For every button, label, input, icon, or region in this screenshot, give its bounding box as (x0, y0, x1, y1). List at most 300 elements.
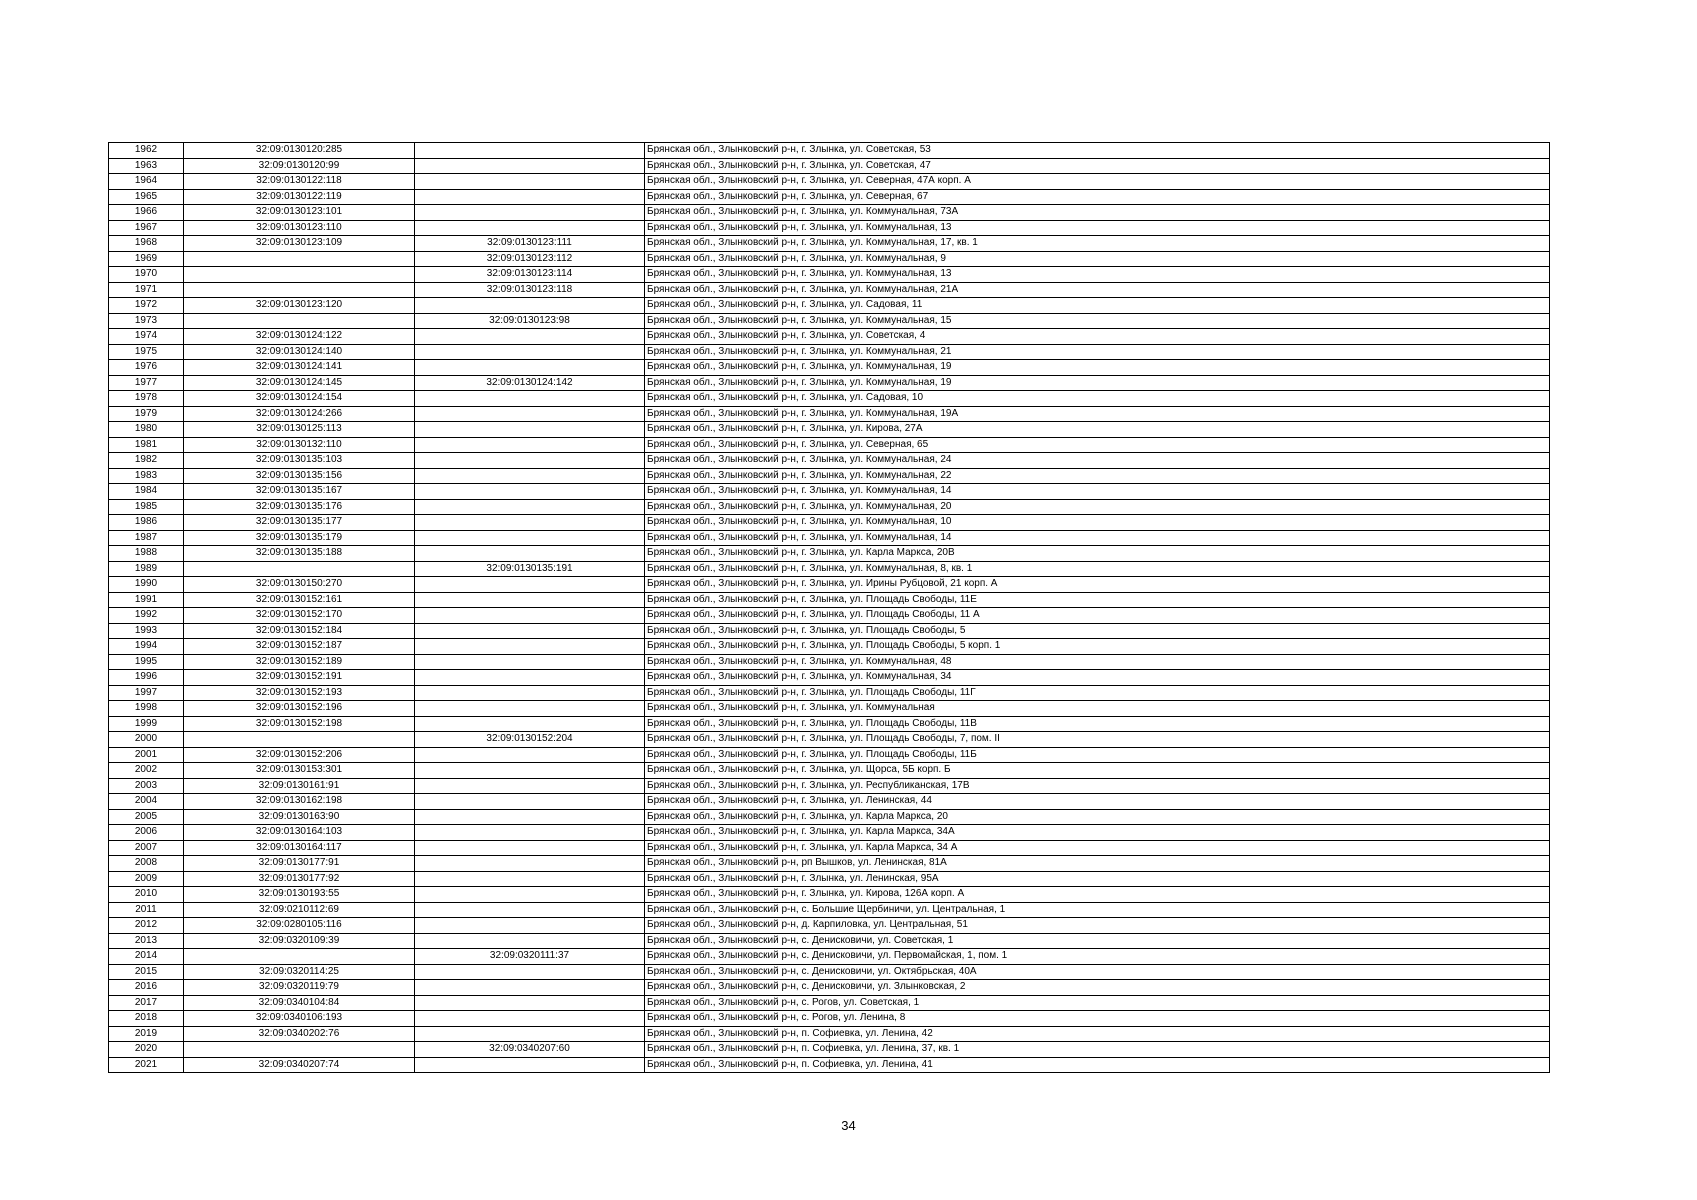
address-cell: Брянская обл., Злынковский р-н, с. Денисковичи, ул. Первомайская, 1, пом. 1 (645, 949, 1550, 965)
row-number-cell: 1963 (109, 158, 184, 174)
address-cell: Брянская обл., Злынковский р-н, г. Злынка, ул. Северная, 67 (645, 189, 1550, 205)
table-row (109, 143, 1550, 159)
row-number-cell: 1978 (109, 391, 184, 407)
address-cell: Брянская обл., Злынковский р-н, г. Злынка, ул. Коммунальная, 13 (645, 220, 1550, 236)
land-cadastral-number-cell: 32:09:0130124:266 (184, 406, 415, 422)
land-cadastral-number-cell: 32:09:0340106:193 (184, 1011, 415, 1027)
object-cadastral-number-cell (415, 654, 645, 670)
address-cell: Брянская обл., Злынковский р-н, г. Злынка, ул. Коммунальная, 48 (645, 654, 1550, 670)
row-number-cell: 2016 (109, 980, 184, 996)
table-row (109, 375, 1550, 391)
land-cadastral-number-cell: 32:09:0130152:193 (184, 685, 415, 701)
address-cell: Брянская обл., Злынковский р-н, с. Большие Щербиничи, ул. Центральная, 1 (645, 902, 1550, 918)
land-cadastral-number-cell: 32:09:0340104:84 (184, 995, 415, 1011)
land-cadastral-number-cell: 32:09:0130135:188 (184, 546, 415, 562)
row-number-cell: 1984 (109, 484, 184, 500)
land-cadastral-number-cell: 32:09:0130152:184 (184, 623, 415, 639)
address-cell: Брянская обл., Злынковский р-н, г. Злынка, ул. Карла Маркса, 20 (645, 809, 1550, 825)
object-cadastral-number-cell (415, 778, 645, 794)
table-row (109, 205, 1550, 221)
object-cadastral-number-cell: 32:09:0130123:118 (415, 282, 645, 298)
land-cadastral-number-cell: 32:09:0210112:69 (184, 902, 415, 918)
land-cadastral-number-cell: 32:09:0130193:55 (184, 887, 415, 903)
address-cell: Брянская обл., Злынковский р-н, г. Злынка, ул. Садовая, 11 (645, 298, 1550, 314)
row-number-cell: 1987 (109, 530, 184, 546)
table-row (109, 840, 1550, 856)
address-cell: Брянская обл., Злынковский р-н, г. Злынка, ул. Коммунальная, 22 (645, 468, 1550, 484)
row-number-cell: 2012 (109, 918, 184, 934)
address-cell: Брянская обл., Злынковский р-н, с. Денисковичи, ул. Октябрьская, 40А (645, 964, 1550, 980)
land-cadastral-number-cell: 32:09:0130163:90 (184, 809, 415, 825)
object-cadastral-number-cell (415, 747, 645, 763)
table-row (109, 453, 1550, 469)
object-cadastral-number-cell (415, 143, 645, 159)
table-row (109, 422, 1550, 438)
address-cell: Брянская обл., Злынковский р-н, г. Злынка, ул. Площадь Свободы, 5 (645, 623, 1550, 639)
table-row (109, 530, 1550, 546)
row-number-cell: 1991 (109, 592, 184, 608)
object-cadastral-number-cell (415, 980, 645, 996)
address-cell: Брянская обл., Злынковский р-н, г. Злынка, ул. Коммунальная, 21А (645, 282, 1550, 298)
row-number-cell: 1976 (109, 360, 184, 376)
land-cadastral-number-cell: 32:09:0130120:285 (184, 143, 415, 159)
table-row (109, 716, 1550, 732)
table-row (109, 871, 1550, 887)
address-cell: Брянская обл., Злынковский р-н, г. Злынка, ул. Коммунальная, 17, кв. 1 (645, 236, 1550, 252)
object-cadastral-number-cell (415, 1026, 645, 1042)
row-number-cell: 2008 (109, 856, 184, 872)
object-cadastral-number-cell (415, 995, 645, 1011)
row-number-cell: 1980 (109, 422, 184, 438)
row-number-cell: 1997 (109, 685, 184, 701)
land-cadastral-number-cell: 32:09:0280105:116 (184, 918, 415, 934)
land-cadastral-number-cell: 32:09:0130152:187 (184, 639, 415, 655)
land-cadastral-number-cell: 32:09:0130152:170 (184, 608, 415, 624)
address-cell: Брянская обл., Злынковский р-н, г. Злынка, ул. Садовая, 10 (645, 391, 1550, 407)
row-number-cell: 1966 (109, 205, 184, 221)
row-number-cell: 2009 (109, 871, 184, 887)
table-row (109, 577, 1550, 593)
row-number-cell: 2003 (109, 778, 184, 794)
address-cell: Брянская обл., Злынковский р-н, г. Злынка, ул. Ирины Рубцовой, 21 корп. А (645, 577, 1550, 593)
row-number-cell: 1988 (109, 546, 184, 562)
land-cadastral-number-cell: 32:09:0130135:167 (184, 484, 415, 500)
land-cadastral-number-cell: 32:09:0130122:118 (184, 174, 415, 190)
land-cadastral-number-cell (184, 561, 415, 577)
table-row (109, 298, 1550, 314)
address-cell: Брянская обл., Злынковский р-н, г. Злынка, ул. Площадь Свободы, 11Г (645, 685, 1550, 701)
address-cell: Брянская обл., Злынковский р-н, г. Злынка, ул. Коммунальная, 73А (645, 205, 1550, 221)
row-number-cell: 2010 (109, 887, 184, 903)
row-number-cell: 1983 (109, 468, 184, 484)
object-cadastral-number-cell: 32:09:0130123:111 (415, 236, 645, 252)
address-cell: Брянская обл., Злынковский р-н, г. Злынка, ул. Коммунальная (645, 701, 1550, 717)
land-cadastral-number-cell: 32:09:0320109:39 (184, 933, 415, 949)
table-row (109, 1042, 1550, 1058)
land-cadastral-number-cell: 32:09:0130122:119 (184, 189, 415, 205)
table-row (109, 561, 1550, 577)
object-cadastral-number-cell: 32:09:0340207:60 (415, 1042, 645, 1058)
object-cadastral-number-cell (415, 871, 645, 887)
table-row (109, 980, 1550, 996)
land-cadastral-number-cell: 32:09:0130152:191 (184, 670, 415, 686)
address-cell: Брянская обл., Злынковский р-н, г. Злынка, ул. Коммунальная, 34 (645, 670, 1550, 686)
address-cell: Брянская обл., Злынковский р-н, г. Злынка, ул. Площадь Свободы, 11Б (645, 747, 1550, 763)
table-row (109, 1011, 1550, 1027)
table-row (109, 344, 1550, 360)
object-cadastral-number-cell (415, 794, 645, 810)
object-cadastral-number-cell (415, 685, 645, 701)
object-cadastral-number-cell: 32:09:0130123:112 (415, 251, 645, 267)
land-cadastral-number-cell: 32:09:0130135:176 (184, 499, 415, 515)
registry-table (108, 142, 1550, 1073)
address-cell: Брянская обл., Злынковский р-н, г. Злынка, ул. Коммунальная, 19 (645, 360, 1550, 376)
object-cadastral-number-cell (415, 856, 645, 872)
table-row (109, 639, 1550, 655)
table-row (109, 437, 1550, 453)
address-cell: Брянская обл., Злынковский р-н, г. Злынка, ул. Коммунальная, 19 (645, 375, 1550, 391)
object-cadastral-number-cell (415, 902, 645, 918)
object-cadastral-number-cell: 32:09:0130124:142 (415, 375, 645, 391)
table-row (109, 778, 1550, 794)
address-cell: Брянская обл., Злынковский р-н, г. Злынка, ул. Коммунальная, 13 (645, 267, 1550, 283)
land-cadastral-number-cell: 32:09:0130152:161 (184, 592, 415, 608)
object-cadastral-number-cell (415, 623, 645, 639)
object-cadastral-number-cell (415, 453, 645, 469)
table-row (109, 499, 1550, 515)
object-cadastral-number-cell (415, 918, 645, 934)
row-number-cell: 2000 (109, 732, 184, 748)
address-cell: Брянская обл., Злынковский р-н, п. Софиевка, ул. Ленина, 42 (645, 1026, 1550, 1042)
table-row (109, 701, 1550, 717)
row-number-cell: 1967 (109, 220, 184, 236)
address-cell: Брянская обл., Злынковский р-н, г. Злынка, ул. Кирова, 27А (645, 422, 1550, 438)
object-cadastral-number-cell (415, 391, 645, 407)
land-cadastral-number-cell (184, 949, 415, 965)
object-cadastral-number-cell: 32:09:0130152:204 (415, 732, 645, 748)
land-cadastral-number-cell: 32:09:0130124:145 (184, 375, 415, 391)
address-cell: Брянская обл., Злынковский р-н, г. Злынка, ул. Карла Маркса, 34А (645, 825, 1550, 841)
table-row (109, 763, 1550, 779)
land-cadastral-number-cell: 32:09:0130150:270 (184, 577, 415, 593)
land-cadastral-number-cell: 32:09:0130164:103 (184, 825, 415, 841)
table-row (109, 406, 1550, 422)
row-number-cell: 1996 (109, 670, 184, 686)
row-number-cell: 1977 (109, 375, 184, 391)
object-cadastral-number-cell: 32:09:0130123:114 (415, 267, 645, 283)
row-number-cell: 1964 (109, 174, 184, 190)
row-number-cell: 2013 (109, 933, 184, 949)
land-cadastral-number-cell (184, 251, 415, 267)
object-cadastral-number-cell (415, 298, 645, 314)
land-cadastral-number-cell: 32:09:0130132:110 (184, 437, 415, 453)
land-cadastral-number-cell: 32:09:0130135:177 (184, 515, 415, 531)
row-number-cell: 1972 (109, 298, 184, 314)
row-number-cell: 1995 (109, 654, 184, 670)
land-cadastral-number-cell: 32:09:0130177:91 (184, 856, 415, 872)
address-cell: Брянская обл., Злынковский р-н, г. Злынка, ул. Коммунальная, 15 (645, 313, 1550, 329)
object-cadastral-number-cell (415, 577, 645, 593)
land-cadastral-number-cell: 32:09:0130164:117 (184, 840, 415, 856)
land-cadastral-number-cell: 32:09:0130123:120 (184, 298, 415, 314)
address-cell: Брянская обл., Злынковский р-н, г. Злынка, ул. Площадь Свободы, 7, пом. II (645, 732, 1550, 748)
row-number-cell: 1973 (109, 313, 184, 329)
table-row (109, 825, 1550, 841)
row-number-cell: 2002 (109, 763, 184, 779)
row-number-cell: 1970 (109, 267, 184, 283)
table-row (109, 391, 1550, 407)
table-row (109, 360, 1550, 376)
row-number-cell: 1999 (109, 716, 184, 732)
row-number-cell: 2005 (109, 809, 184, 825)
land-cadastral-number-cell: 32:09:0130153:301 (184, 763, 415, 779)
object-cadastral-number-cell (415, 964, 645, 980)
table-row (109, 515, 1550, 531)
object-cadastral-number-cell (415, 220, 645, 236)
object-cadastral-number-cell (415, 1011, 645, 1027)
page-number: 34 (841, 1118, 856, 1133)
table-row (109, 949, 1550, 965)
table-row (109, 887, 1550, 903)
row-number-cell: 1994 (109, 639, 184, 655)
table-row (109, 267, 1550, 283)
object-cadastral-number-cell (415, 437, 645, 453)
land-cadastral-number-cell (184, 267, 415, 283)
row-number-cell: 1965 (109, 189, 184, 205)
address-cell: Брянская обл., Злынковский р-н, г. Злынка, ул. Ленинская, 44 (645, 794, 1550, 810)
object-cadastral-number-cell (415, 840, 645, 856)
address-cell: Брянская обл., Злынковский р-н, г. Злынка, ул. Коммунальная, 8, кв. 1 (645, 561, 1550, 577)
row-number-cell: 1968 (109, 236, 184, 252)
table-row (109, 251, 1550, 267)
address-cell: Брянская обл., Злынковский р-н, г. Злынка, ул. Площадь Свободы, 5 корп. 1 (645, 639, 1550, 655)
object-cadastral-number-cell (415, 639, 645, 655)
table-row (109, 608, 1550, 624)
table-row (109, 546, 1550, 562)
address-cell: Брянская обл., Злынковский р-н, г. Злынка, ул. Республиканская, 17В (645, 778, 1550, 794)
object-cadastral-number-cell (415, 205, 645, 221)
object-cadastral-number-cell (415, 701, 645, 717)
object-cadastral-number-cell: 32:09:0130123:98 (415, 313, 645, 329)
land-cadastral-number-cell: 32:09:0130135:103 (184, 453, 415, 469)
address-cell: Брянская обл., Злынковский р-н, г. Злынка, ул. Ленинская, 95А (645, 871, 1550, 887)
row-number-cell: 2001 (109, 747, 184, 763)
row-number-cell: 1975 (109, 344, 184, 360)
address-cell: Брянская обл., Злынковский р-н, г. Злынка, ул. Коммунальная, 9 (645, 251, 1550, 267)
row-number-cell: 2021 (109, 1057, 184, 1073)
land-cadastral-number-cell: 32:09:0130124:140 (184, 344, 415, 360)
land-cadastral-number-cell: 32:09:0130125:113 (184, 422, 415, 438)
row-number-cell: 1986 (109, 515, 184, 531)
address-cell: Брянская обл., Злынковский р-н, г. Злынка, ул. Советская, 4 (645, 329, 1550, 345)
row-number-cell: 2006 (109, 825, 184, 841)
land-cadastral-number-cell: 32:09:0130123:109 (184, 236, 415, 252)
row-number-cell: 1990 (109, 577, 184, 593)
land-cadastral-number-cell (184, 732, 415, 748)
object-cadastral-number-cell (415, 763, 645, 779)
object-cadastral-number-cell (415, 344, 645, 360)
object-cadastral-number-cell (415, 825, 645, 841)
land-cadastral-number-cell: 32:09:0130123:101 (184, 205, 415, 221)
land-cadastral-number-cell: 32:09:0130124:122 (184, 329, 415, 345)
address-cell: Брянская обл., Злынковский р-н, п. Софиевка, ул. Ленина, 41 (645, 1057, 1550, 1073)
address-cell: Брянская обл., Злынковский р-н, г. Злынка, ул. Северная, 65 (645, 437, 1550, 453)
address-cell: Брянская обл., Злынковский р-н, г. Злынка, ул. Коммунальная, 21 (645, 344, 1550, 360)
row-number-cell: 2017 (109, 995, 184, 1011)
table-row (109, 174, 1550, 190)
row-number-cell: 2020 (109, 1042, 184, 1058)
land-cadastral-number-cell (184, 282, 415, 298)
row-number-cell: 2007 (109, 840, 184, 856)
row-number-cell: 2019 (109, 1026, 184, 1042)
row-number-cell: 1982 (109, 453, 184, 469)
address-cell: Брянская обл., Злынковский р-н, г. Злынка, ул. Коммунальная, 14 (645, 484, 1550, 500)
row-number-cell: 1998 (109, 701, 184, 717)
table-row (109, 1026, 1550, 1042)
table-row (109, 918, 1550, 934)
table-row (109, 670, 1550, 686)
object-cadastral-number-cell (415, 499, 645, 515)
object-cadastral-number-cell: 32:09:0320111:37 (415, 949, 645, 965)
address-cell: Брянская обл., Злынковский р-н, г. Злынка, ул. Карла Маркса, 20В (645, 546, 1550, 562)
row-number-cell: 1989 (109, 561, 184, 577)
row-number-cell: 1981 (109, 437, 184, 453)
table-row (109, 329, 1550, 345)
land-cadastral-number-cell: 32:09:0340202:76 (184, 1026, 415, 1042)
address-cell: Брянская обл., Злынковский р-н, г. Злынка, ул. Щорса, 5Б корп. Б (645, 763, 1550, 779)
table-row (109, 933, 1550, 949)
object-cadastral-number-cell (415, 530, 645, 546)
table-row (109, 995, 1550, 1011)
address-cell: Брянская обл., Злынковский р-н, г. Злынка, ул. Коммунальная, 14 (645, 530, 1550, 546)
table-row (109, 964, 1550, 980)
address-cell: Брянская обл., Злынковский р-н, г. Злынка, ул. Коммунальная, 24 (645, 453, 1550, 469)
object-cadastral-number-cell (415, 158, 645, 174)
land-cadastral-number-cell: 32:09:0130124:141 (184, 360, 415, 376)
row-number-cell: 2014 (109, 949, 184, 965)
object-cadastral-number-cell: 32:09:0130135:191 (415, 561, 645, 577)
address-cell: Брянская обл., Злынковский р-н, с. Рогов, ул. Советская, 1 (645, 995, 1550, 1011)
table-row (109, 484, 1550, 500)
land-cadastral-number-cell: 32:09:0130152:206 (184, 747, 415, 763)
address-cell: Брянская обл., Злынковский р-н, г. Злынка, ул. Северная, 47А корп. А (645, 174, 1550, 190)
row-number-cell: 2004 (109, 794, 184, 810)
table-row (109, 654, 1550, 670)
table-row (109, 856, 1550, 872)
table-row (109, 189, 1550, 205)
land-cadastral-number-cell (184, 313, 415, 329)
object-cadastral-number-cell (415, 809, 645, 825)
address-cell: Брянская обл., Злынковский р-н, п. Софиевка, ул. Ленина, 37, кв. 1 (645, 1042, 1550, 1058)
address-cell: Брянская обл., Злынковский р-н, с. Денисковичи, ул. Злынковская, 2 (645, 980, 1550, 996)
object-cadastral-number-cell (415, 422, 645, 438)
land-cadastral-number-cell: 32:09:0320114:25 (184, 964, 415, 980)
object-cadastral-number-cell (415, 887, 645, 903)
object-cadastral-number-cell (415, 608, 645, 624)
row-number-cell: 2015 (109, 964, 184, 980)
land-cadastral-number-cell: 32:09:0130162:198 (184, 794, 415, 810)
object-cadastral-number-cell (415, 468, 645, 484)
land-cadastral-number-cell (184, 1042, 415, 1058)
registry-table-body (109, 143, 1550, 1073)
land-cadastral-number-cell: 32:09:0130152:198 (184, 716, 415, 732)
row-number-cell: 1974 (109, 329, 184, 345)
table-row (109, 468, 1550, 484)
table-row (109, 747, 1550, 763)
table-row (109, 220, 1550, 236)
row-number-cell: 1962 (109, 143, 184, 159)
address-cell: Брянская обл., Злынковский р-н, г. Злынка, ул. Площадь Свободы, 11 А (645, 608, 1550, 624)
row-number-cell: 1992 (109, 608, 184, 624)
object-cadastral-number-cell (415, 174, 645, 190)
land-cadastral-number-cell: 32:09:0340207:74 (184, 1057, 415, 1073)
land-cadastral-number-cell: 32:09:0130135:179 (184, 530, 415, 546)
address-cell: Брянская обл., Злынковский р-н, д. Карпиловка, ул. Центральная, 51 (645, 918, 1550, 934)
land-cadastral-number-cell: 32:09:0320119:79 (184, 980, 415, 996)
land-cadastral-number-cell: 32:09:0130124:154 (184, 391, 415, 407)
row-number-cell: 2011 (109, 902, 184, 918)
address-cell: Брянская обл., Злынковский р-н, с. Денисковичи, ул. Советская, 1 (645, 933, 1550, 949)
table-row (109, 236, 1550, 252)
object-cadastral-number-cell (415, 189, 645, 205)
land-cadastral-number-cell: 32:09:0130123:110 (184, 220, 415, 236)
row-number-cell: 1971 (109, 282, 184, 298)
address-cell: Брянская обл., Злынковский р-н, г. Злынка, ул. Советская, 47 (645, 158, 1550, 174)
table-row (109, 732, 1550, 748)
row-number-cell: 1979 (109, 406, 184, 422)
land-cadastral-number-cell: 32:09:0130152:189 (184, 654, 415, 670)
table-row (109, 592, 1550, 608)
address-cell: Брянская обл., Злынковский р-н, г. Злынка, ул. Площадь Свободы, 11Е (645, 592, 1550, 608)
table-row (109, 902, 1550, 918)
row-number-cell: 2018 (109, 1011, 184, 1027)
object-cadastral-number-cell (415, 546, 645, 562)
address-cell: Брянская обл., Злынковский р-н, г. Злынка, ул. Коммунальная, 20 (645, 499, 1550, 515)
address-cell: Брянская обл., Злынковский р-н, с. Рогов, ул. Ленина, 8 (645, 1011, 1550, 1027)
object-cadastral-number-cell (415, 360, 645, 376)
address-cell: Брянская обл., Злынковский р-н, г. Злынка, ул. Коммунальная, 10 (645, 515, 1550, 531)
address-cell: Брянская обл., Злынковский р-н, рп Вышков, ул. Ленинская, 81А (645, 856, 1550, 872)
address-cell: Брянская обл., Злынковский р-н, г. Злынка, ул. Карла Маркса, 34 А (645, 840, 1550, 856)
object-cadastral-number-cell (415, 670, 645, 686)
table-row (109, 1057, 1550, 1073)
object-cadastral-number-cell (415, 933, 645, 949)
land-cadastral-number-cell: 32:09:0130135:156 (184, 468, 415, 484)
table-row (109, 313, 1550, 329)
table-row (109, 623, 1550, 639)
row-number-cell: 1985 (109, 499, 184, 515)
land-cadastral-number-cell: 32:09:0130120:99 (184, 158, 415, 174)
table-row (109, 282, 1550, 298)
land-cadastral-number-cell: 32:09:0130161:91 (184, 778, 415, 794)
object-cadastral-number-cell (415, 716, 645, 732)
object-cadastral-number-cell (415, 484, 645, 500)
address-cell: Брянская обл., Злынковский р-н, г. Злынка, ул. Советская, 53 (645, 143, 1550, 159)
table-row (109, 809, 1550, 825)
object-cadastral-number-cell (415, 329, 645, 345)
table-row (109, 685, 1550, 701)
row-number-cell: 1993 (109, 623, 184, 639)
address-cell: Брянская обл., Злынковский р-н, г. Злынка, ул. Площадь Свободы, 11В (645, 716, 1550, 732)
table-row (109, 158, 1550, 174)
object-cadastral-number-cell (415, 592, 645, 608)
table-row (109, 794, 1550, 810)
object-cadastral-number-cell (415, 1057, 645, 1073)
address-cell: Брянская обл., Злынковский р-н, г. Злынка, ул. Кирова, 126А корп. А (645, 887, 1550, 903)
address-cell: Брянская обл., Злынковский р-н, г. Злынка, ул. Коммунальная, 19А (645, 406, 1550, 422)
object-cadastral-number-cell (415, 515, 645, 531)
row-number-cell: 1969 (109, 251, 184, 267)
